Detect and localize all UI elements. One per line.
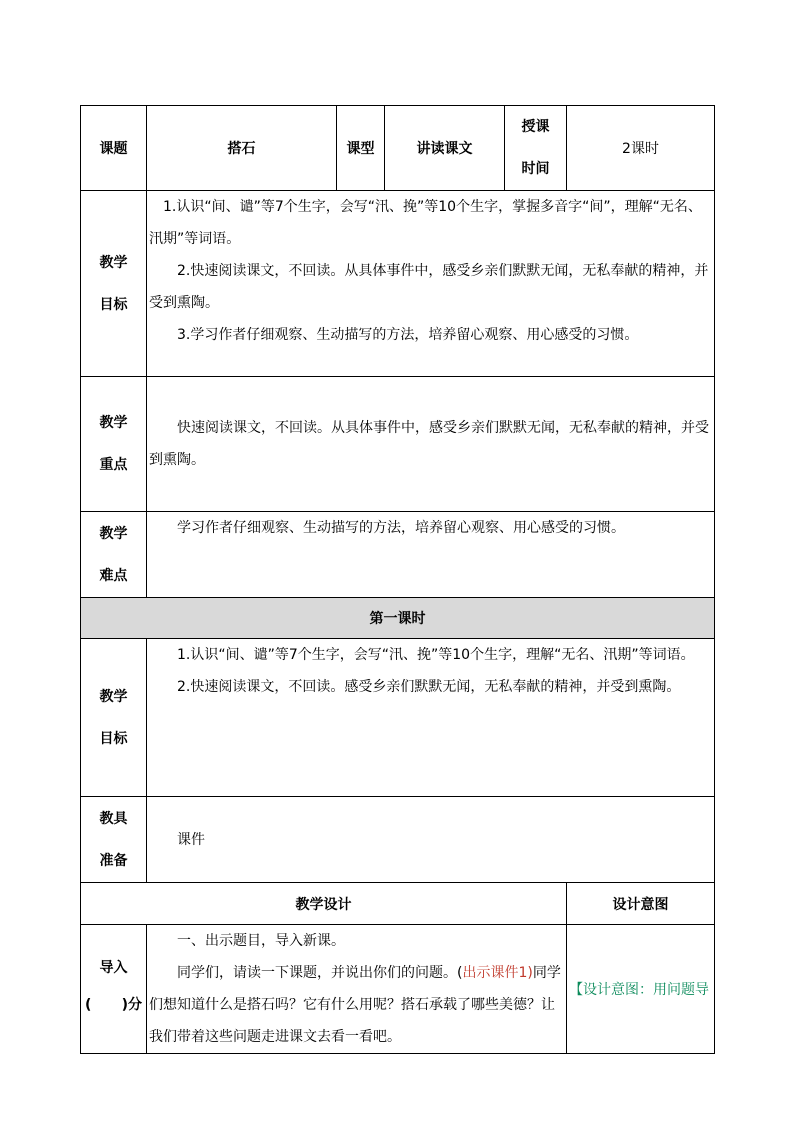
goal-item-2: 2.快速阅读课文，不回读。从具体事件中，感受乡亲们默默无闻，无私奉献的精神，并受到熏陶。 (149, 263, 709, 311)
lesson1-title: 第一课时 (81, 598, 715, 639)
tools-label (81, 797, 147, 883)
difficulties-row (81, 512, 715, 598)
lesson1-section-row (81, 598, 715, 639)
type-label: 课型 (337, 106, 385, 191)
lesson1-goals-label-line-2: 目标 (99, 730, 128, 747)
key-points-label (81, 377, 147, 512)
lesson1-goals-row (81, 639, 715, 797)
intent-header: 设计意图 (567, 883, 715, 925)
tools-text: 课件 (147, 797, 715, 883)
goals-content (147, 191, 715, 377)
key-points-row (81, 377, 715, 512)
intro-label: 导入 (99, 960, 128, 976)
intro-content (147, 925, 567, 1054)
difficulties-label-line-1: 教学 (99, 525, 128, 542)
intro-row (81, 925, 715, 1054)
intro-time-close: )分 (121, 997, 142, 1013)
goals-label-line-2: 目标 (99, 296, 128, 313)
lesson-plan-page (80, 105, 714, 1054)
intro-label-cell (81, 925, 147, 1054)
lesson-plan-table (80, 105, 715, 1054)
goals-row (81, 191, 715, 377)
lesson1-goals-label (81, 639, 147, 797)
intro-paragraph (149, 957, 564, 1053)
intro-intent: 【设计意图：用问题导 (567, 925, 715, 1054)
tools-label-line-2: 准备 (99, 852, 128, 869)
intro-step-title: 一、出示题目，导入新课。 (177, 933, 345, 949)
intro-paragraph-post: 同学们想知道什么是搭石吗？它有什么用呢？搭石承载了哪些美德？让我们带着这些问题走进课文去看一看吧。 (149, 965, 561, 1045)
difficulties-label-line-2: 难点 (99, 567, 128, 584)
intro-time-open: ( (85, 997, 92, 1013)
subject-label: 课题 (81, 106, 147, 191)
difficulties-text: 学习作者仔细观察、生动描写的方法，培养留心观察、用心感受的习惯。 (147, 512, 715, 598)
tools-label-line-1: 教具 (99, 810, 128, 827)
lesson1-goal-item-2: 2.快速阅读课文，不回读。感受乡亲们默默无闻，无私奉献的精神，并受到熏陶。 (177, 679, 681, 695)
type-value: 讲读课文 (385, 106, 505, 191)
difficulties-label (81, 512, 147, 598)
header-row (81, 106, 715, 191)
goals-label-line-1: 教学 (99, 254, 128, 271)
time-label-line-1: 授课 (521, 119, 550, 135)
lesson1-goals-label-line-1: 教学 (99, 688, 128, 705)
key-points-label-line-1: 教学 (99, 415, 128, 431)
intro-time (83, 989, 144, 1021)
subject-value: 搭石 (147, 106, 337, 191)
lesson1-goal-item-1: 1.认识“间、谴”等7个生字，会写“汛、挽”等10个生字，理解“无名、汛期”等词语。 (177, 647, 695, 663)
intro-paragraph-pre: 同学们，请读一下课题，并说出你们的问题。( (177, 965, 463, 981)
time-label (505, 106, 567, 191)
tools-row (81, 797, 715, 883)
goal-item-3: 3.学习作者仔细观察、生动描写的方法，培养留心观察、用心感受的习惯。 (177, 327, 639, 343)
key-points-label-line-2: 重点 (99, 457, 128, 473)
goal-item-1: 1.认识“间、谴”等7个生字，会写“汛、挽”等10个生字，掌握多音字“间”，理解“无名、汛期”等词语。 (149, 199, 702, 247)
goals-label (81, 191, 147, 377)
lesson1-goals-content (147, 639, 715, 797)
design-header: 教学设计 (81, 883, 567, 925)
key-points-text: 快速阅读课文，不回读。从具体事件中，感受乡亲们默默无闻，无私奉献的精神，并受到熏陶。 (147, 377, 715, 512)
intro-courseware-ref: 出示课件1) (462, 965, 533, 981)
design-header-row (81, 883, 715, 925)
time-label-line-2: 时间 (521, 161, 550, 177)
time-value: 2课时 (567, 106, 715, 191)
